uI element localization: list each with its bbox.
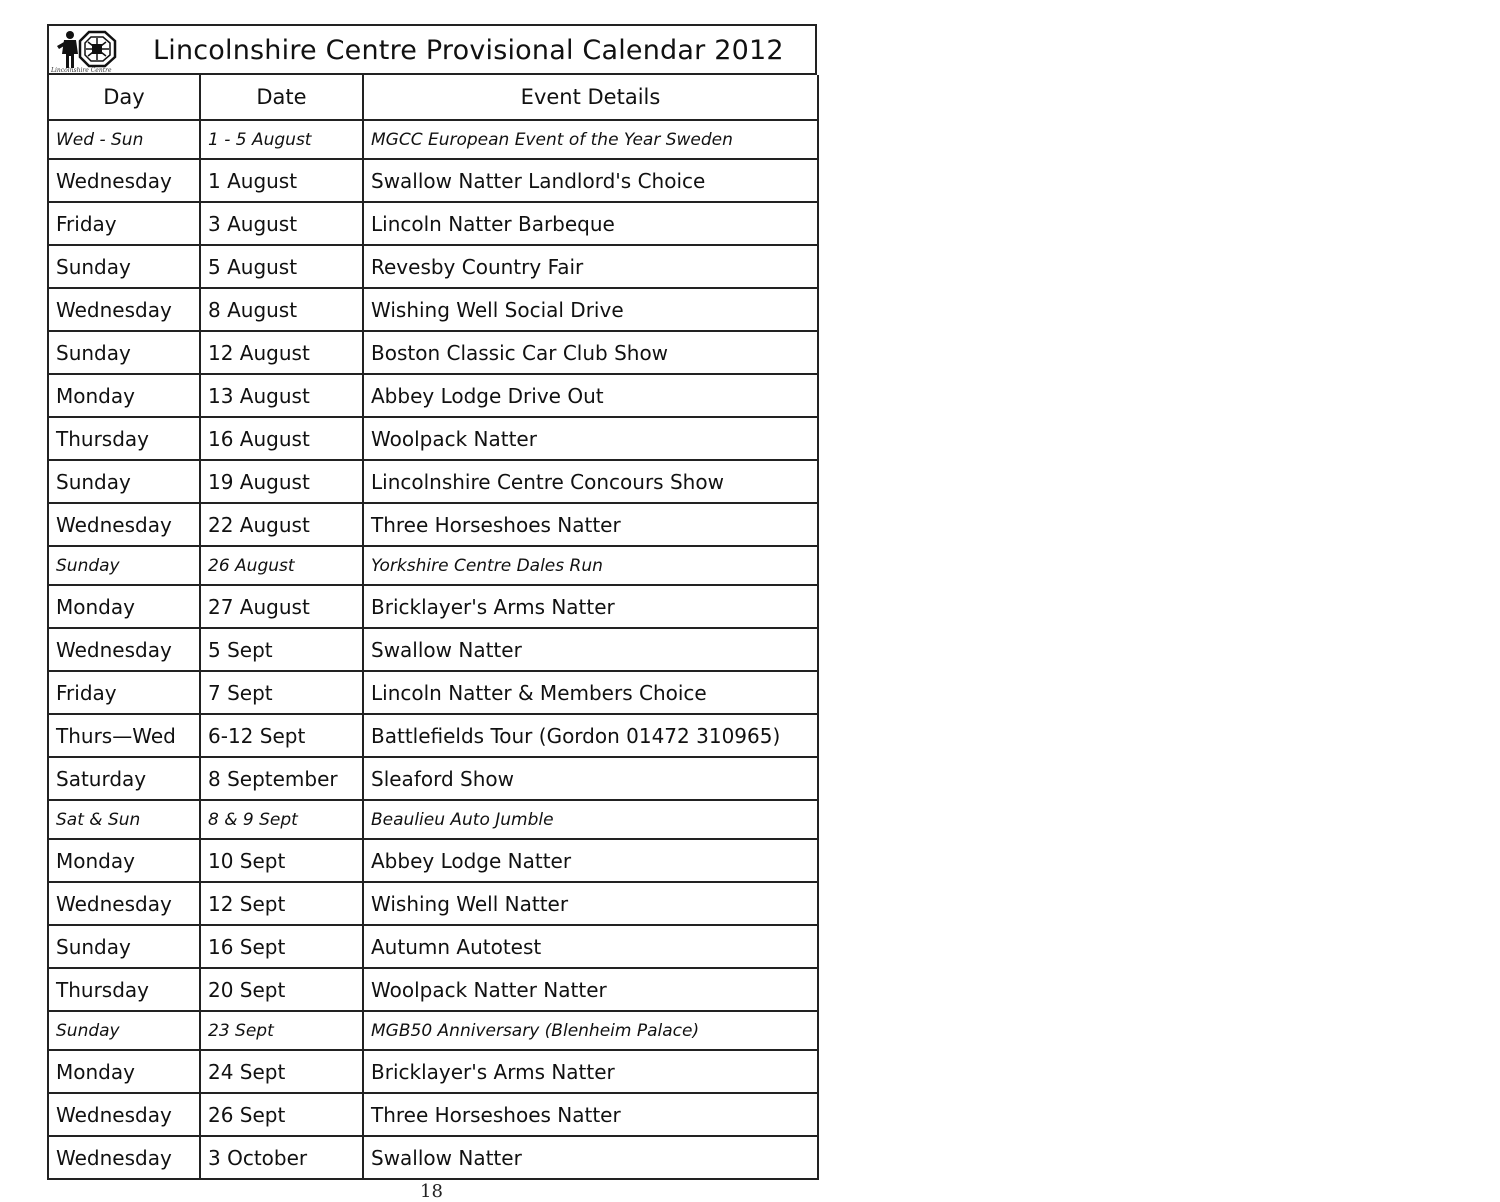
date-cell: 1 August (200, 159, 363, 202)
mg-car-club-badge-icon (53, 28, 123, 72)
day-cell: Wednesday (48, 1136, 200, 1179)
table-row (48, 546, 818, 585)
day-cell: Friday (48, 671, 200, 714)
table-row (48, 1093, 818, 1136)
day-cell: Sat & Sun (48, 800, 200, 839)
day-cell: Saturday (48, 757, 200, 800)
event-cell: Bricklayer's Arms Natter (363, 1050, 818, 1093)
table-row (48, 417, 818, 460)
day-cell: Monday (48, 585, 200, 628)
event-cell: Yorkshire Centre Dales Run (363, 546, 818, 585)
date-cell: 24 Sept (200, 1050, 363, 1093)
table-row (48, 245, 818, 288)
date-cell: 22 August (200, 503, 363, 546)
day-cell: Thurs—Wed (48, 714, 200, 757)
day-cell: Friday (48, 202, 200, 245)
event-cell: Abbey Lodge Natter (363, 839, 818, 882)
day-cell: Wednesday (48, 503, 200, 546)
date-cell: 7 Sept (200, 671, 363, 714)
title-bar (47, 24, 817, 75)
event-cell: Swallow Natter Landlord's Choice (363, 159, 818, 202)
page-title: Lincolnshire Centre Provisional Calendar 2012 (153, 35, 784, 66)
page-number: 18 (420, 1181, 443, 1202)
table-row (48, 374, 818, 417)
table-row (48, 331, 818, 374)
event-cell: Bricklayer's Arms Natter (363, 585, 818, 628)
date-cell: 13 August (200, 374, 363, 417)
day-cell: Sunday (48, 925, 200, 968)
event-cell: Beaulieu Auto Jumble (363, 800, 818, 839)
table-row (48, 1011, 818, 1050)
date-cell: 1 - 5 August (200, 120, 363, 159)
table-header-row (48, 75, 818, 120)
event-cell: Autumn Autotest (363, 925, 818, 968)
date-cell: 3 October (200, 1136, 363, 1179)
table-row (48, 800, 818, 839)
table-row (48, 503, 818, 546)
event-cell: Wishing Well Natter (363, 882, 818, 925)
table-row (48, 882, 818, 925)
date-cell: 23 Sept (200, 1011, 363, 1050)
table-row (48, 460, 818, 503)
date-cell: 12 August (200, 331, 363, 374)
day-cell: Wednesday (48, 628, 200, 671)
date-cell: 8 August (200, 288, 363, 331)
table-row (48, 757, 818, 800)
event-cell: Wishing Well Social Drive (363, 288, 818, 331)
day-cell: Sunday (48, 331, 200, 374)
logo-caption: Lincolnshire Centre (51, 67, 112, 74)
event-cell: Battlefields Tour (Gordon 01472 310965) (363, 714, 818, 757)
event-cell: Boston Classic Car Club Show (363, 331, 818, 374)
day-cell: Wednesday (48, 1093, 200, 1136)
date-cell: 10 Sept (200, 839, 363, 882)
column-header-day: Day (48, 75, 200, 120)
event-cell: Woolpack Natter (363, 417, 818, 460)
day-cell: Monday (48, 374, 200, 417)
table-row (48, 585, 818, 628)
table-row (48, 628, 818, 671)
date-cell: 5 Sept (200, 628, 363, 671)
event-cell: Woolpack Natter Natter (363, 968, 818, 1011)
day-cell: Wednesday (48, 288, 200, 331)
date-cell: 5 August (200, 245, 363, 288)
date-cell: 8 September (200, 757, 363, 800)
table-row (48, 714, 818, 757)
table-row (48, 839, 818, 882)
event-cell: Three Horseshoes Natter (363, 503, 818, 546)
date-cell: 20 Sept (200, 968, 363, 1011)
date-cell: 16 August (200, 417, 363, 460)
day-cell: Sunday (48, 1011, 200, 1050)
event-cell: Abbey Lodge Drive Out (363, 374, 818, 417)
table-row (48, 1050, 818, 1093)
calendar-document (47, 24, 817, 1180)
day-cell: Thursday (48, 417, 200, 460)
table-row (48, 202, 818, 245)
day-cell: Thursday (48, 968, 200, 1011)
event-cell: Sleaford Show (363, 757, 818, 800)
column-header-event-details: Event Details (363, 75, 818, 120)
table-row (48, 159, 818, 202)
date-cell: 16 Sept (200, 925, 363, 968)
date-cell: 26 Sept (200, 1093, 363, 1136)
date-cell: 8 & 9 Sept (200, 800, 363, 839)
day-cell: Wed - Sun (48, 120, 200, 159)
day-cell: Sunday (48, 546, 200, 585)
day-cell: Wednesday (48, 882, 200, 925)
event-cell: MGB50 Anniversary (Blenheim Palace) (363, 1011, 818, 1050)
event-cell: Three Horseshoes Natter (363, 1093, 818, 1136)
table-row (48, 968, 818, 1011)
event-cell: Revesby Country Fair (363, 245, 818, 288)
column-header-date: Date (200, 75, 363, 120)
table-row (48, 120, 818, 159)
date-cell: 19 August (200, 460, 363, 503)
day-cell: Wednesday (48, 159, 200, 202)
event-cell: MGCC European Event of the Year Sweden (363, 120, 818, 159)
event-cell: Swallow Natter (363, 1136, 818, 1179)
table-row (48, 1136, 818, 1179)
event-cell: Swallow Natter (363, 628, 818, 671)
event-cell: Lincoln Natter Barbeque (363, 202, 818, 245)
event-cell: Lincolnshire Centre Concours Show (363, 460, 818, 503)
table-row (48, 925, 818, 968)
day-cell: Sunday (48, 245, 200, 288)
date-cell: 26 August (200, 546, 363, 585)
day-cell: Monday (48, 839, 200, 882)
date-cell: 27 August (200, 585, 363, 628)
date-cell: 3 August (200, 202, 363, 245)
date-cell: 12 Sept (200, 882, 363, 925)
day-cell: Monday (48, 1050, 200, 1093)
day-cell: Sunday (48, 460, 200, 503)
table-row (48, 671, 818, 714)
calendar-table (47, 75, 819, 1180)
date-cell: 6-12 Sept (200, 714, 363, 757)
event-cell: Lincoln Natter & Members Choice (363, 671, 818, 714)
table-row (48, 288, 818, 331)
